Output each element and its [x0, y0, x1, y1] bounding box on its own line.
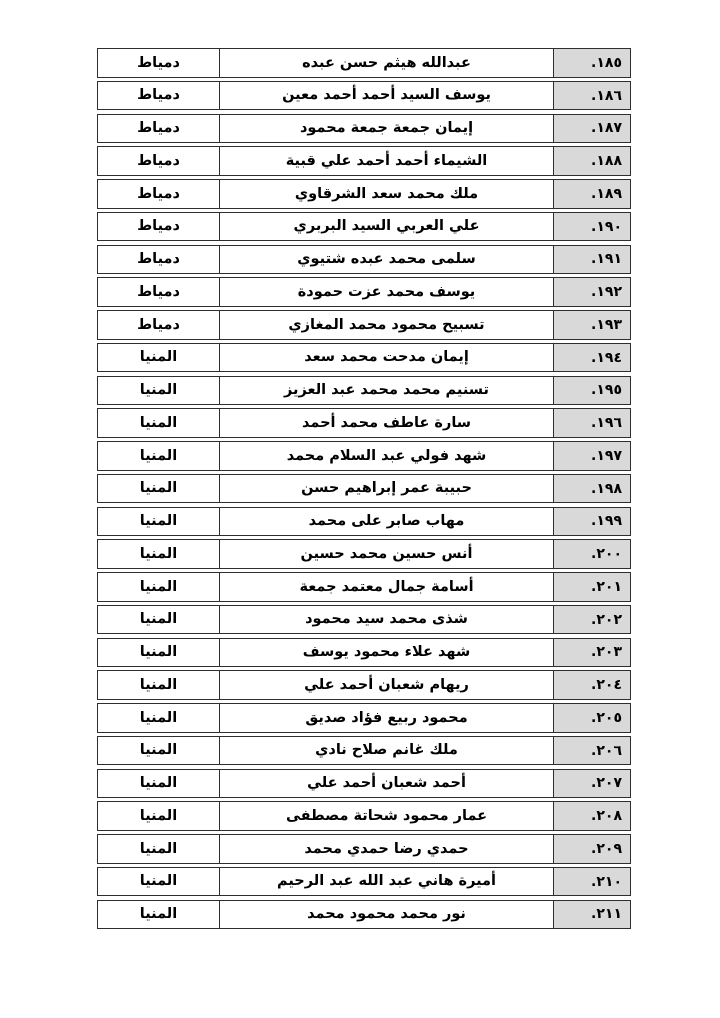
- governorate-cell: المنيا: [97, 441, 220, 471]
- governorate-cell: المنيا: [97, 638, 220, 668]
- student-name-cell: عبدالله هيثم حسن عبده: [219, 48, 554, 78]
- governorate-cell: المنيا: [97, 801, 220, 831]
- governorate-cell: دمياط: [97, 146, 220, 176]
- student-name-cell: أسامة جمال معتمد جمعة: [219, 572, 554, 602]
- row-number-cell: ١٩٧.: [553, 441, 631, 471]
- row-number-cell: ٢١٠.: [553, 867, 631, 897]
- row-number-cell: ١٨٥.: [553, 48, 631, 78]
- student-name-cell: مهاب صابر على محمد: [219, 507, 554, 537]
- row-number-cell: ٢١١.: [553, 900, 631, 930]
- row-number-cell: ١٩٩.: [553, 507, 631, 537]
- row-number-cell: ٢٠٤.: [553, 670, 631, 700]
- table-row: [95, 441, 631, 471]
- governorate-cell: المنيا: [97, 834, 220, 864]
- table-row: [95, 801, 631, 831]
- row-number-cell: ٢٠٧.: [553, 769, 631, 799]
- table-row: [95, 900, 631, 930]
- table-row: [95, 310, 631, 340]
- row-number-cell: ١٨٨.: [553, 146, 631, 176]
- row-number-cell: ٢٠١.: [553, 572, 631, 602]
- governorate-cell: دمياط: [97, 48, 220, 78]
- row-number-cell: ٢٠٦.: [553, 736, 631, 766]
- row-number-cell: ١٩١.: [553, 245, 631, 275]
- student-name-cell: سلمى محمد عبده شتيوي: [219, 245, 554, 275]
- table-row: [95, 605, 631, 635]
- student-name-cell: شهد فولي عبد السلام محمد: [219, 441, 554, 471]
- governorate-cell: المنيا: [97, 507, 220, 537]
- student-name-cell: سارة عاطف محمد أحمد: [219, 408, 554, 438]
- student-name-cell: ريهام شعبان أحمد علي: [219, 670, 554, 700]
- row-number-cell: ١٩٠.: [553, 212, 631, 242]
- table-row: [95, 81, 631, 111]
- row-number-cell: ٢٠٥.: [553, 703, 631, 733]
- names-table: [95, 48, 631, 929]
- row-number-cell: ١٩٣.: [553, 310, 631, 340]
- row-number-cell: ١٩٢.: [553, 277, 631, 307]
- student-name-cell: ملك محمد سعد الشرقاوي: [219, 179, 554, 209]
- row-number-cell: ١٩٥.: [553, 376, 631, 406]
- row-number-cell: ٢٠٩.: [553, 834, 631, 864]
- table-row: [95, 572, 631, 602]
- governorate-cell: المنيا: [97, 474, 220, 504]
- governorate-cell: دمياط: [97, 212, 220, 242]
- table-row: [95, 769, 631, 799]
- table-row: [95, 834, 631, 864]
- student-name-cell: الشيماء أحمد أحمد علي قبية: [219, 146, 554, 176]
- table-row: [95, 539, 631, 569]
- student-name-cell: ملك غانم صلاح نادي: [219, 736, 554, 766]
- table-row: [95, 343, 631, 373]
- student-name-cell: شذى محمد سيد محمود: [219, 605, 554, 635]
- table-row: [95, 245, 631, 275]
- governorate-cell: المنيا: [97, 572, 220, 602]
- student-name-cell: تسنيم محمد محمد عبد العزيز: [219, 376, 554, 406]
- governorate-cell: المنيا: [97, 343, 220, 373]
- row-number-cell: ٢٠٢.: [553, 605, 631, 635]
- student-name-cell: أميرة هاني عبد الله عبد الرحيم: [219, 867, 554, 897]
- governorate-cell: المنيا: [97, 376, 220, 406]
- governorate-cell: المنيا: [97, 605, 220, 635]
- row-number-cell: ١٩٤.: [553, 343, 631, 373]
- table-row: [95, 736, 631, 766]
- governorate-cell: دمياط: [97, 114, 220, 144]
- table-row: [95, 670, 631, 700]
- student-name-cell: شهد علاء محمود يوسف: [219, 638, 554, 668]
- row-number-cell: ٢٠٣.: [553, 638, 631, 668]
- student-name-cell: علي العربي السيد البربري: [219, 212, 554, 242]
- table-row: [95, 638, 631, 668]
- student-name-cell: محمود ربيع فؤاد صديق: [219, 703, 554, 733]
- governorate-cell: دمياط: [97, 245, 220, 275]
- governorate-cell: دمياط: [97, 277, 220, 307]
- row-number-cell: ١٨٩.: [553, 179, 631, 209]
- governorate-cell: دمياط: [97, 310, 220, 340]
- table-row: [95, 507, 631, 537]
- student-name-cell: أنس حسين محمد حسين: [219, 539, 554, 569]
- table-row: [95, 408, 631, 438]
- table-row: [95, 179, 631, 209]
- student-name-cell: إيمان جمعة جمعة محمود: [219, 114, 554, 144]
- governorate-cell: المنيا: [97, 900, 220, 930]
- student-name-cell: نور محمد محمود محمد: [219, 900, 554, 930]
- table-row: [95, 146, 631, 176]
- student-name-cell: يوسف السيد أحمد أحمد معين: [219, 81, 554, 111]
- table-row: [95, 48, 631, 78]
- table-row: [95, 867, 631, 897]
- row-number-cell: ١٩٦.: [553, 408, 631, 438]
- governorate-cell: المنيا: [97, 736, 220, 766]
- student-name-cell: تسبيح محمود محمد المغازي: [219, 310, 554, 340]
- student-name-cell: حبيبة عمر إبراهيم حسن: [219, 474, 554, 504]
- student-name-cell: إيمان مدحت محمد سعد: [219, 343, 554, 373]
- governorate-cell: دمياط: [97, 179, 220, 209]
- student-name-cell: يوسف محمد عزت حمودة: [219, 277, 554, 307]
- governorate-cell: المنيا: [97, 867, 220, 897]
- table-row: [95, 114, 631, 144]
- row-number-cell: ٢٠٠.: [553, 539, 631, 569]
- governorate-cell: المنيا: [97, 408, 220, 438]
- governorate-cell: المنيا: [97, 539, 220, 569]
- table-row: [95, 212, 631, 242]
- table-row: [95, 277, 631, 307]
- row-number-cell: ١٨٦.: [553, 81, 631, 111]
- table-row: [95, 376, 631, 406]
- row-number-cell: ٢٠٨.: [553, 801, 631, 831]
- governorate-cell: المنيا: [97, 670, 220, 700]
- student-name-cell: حمدي رضا حمدي محمد: [219, 834, 554, 864]
- student-name-cell: أحمد شعبان أحمد علي: [219, 769, 554, 799]
- row-number-cell: ١٨٧.: [553, 114, 631, 144]
- governorate-cell: دمياط: [97, 81, 220, 111]
- student-name-cell: عمار محمود شحاتة مصطفى: [219, 801, 554, 831]
- governorate-cell: المنيا: [97, 703, 220, 733]
- row-number-cell: ١٩٨.: [553, 474, 631, 504]
- table-row: [95, 474, 631, 504]
- table-row: [95, 703, 631, 733]
- governorate-cell: المنيا: [97, 769, 220, 799]
